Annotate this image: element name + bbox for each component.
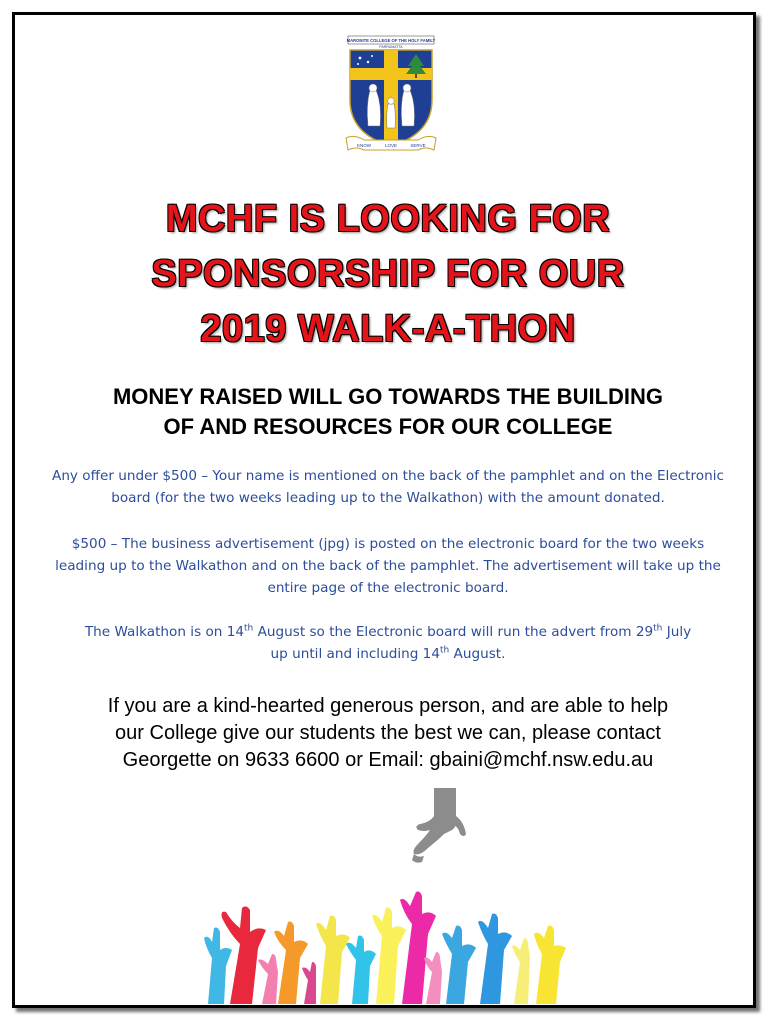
headline (0, 192, 776, 357)
paragraph-line (24, 643, 752, 665)
superscript: th (244, 623, 254, 634)
hand-yellow (316, 916, 350, 1005)
raised-hands-illustration (196, 888, 586, 1004)
paragraph-line (24, 621, 752, 643)
motto-know: KNOW (357, 143, 371, 148)
headline-line-3: 2019 WALK-A-THON (200, 308, 576, 350)
crest-subtitle: PARRAMATTA (379, 45, 403, 49)
text-run: The Walkathon is on 14 (84, 624, 245, 640)
subheading (0, 382, 776, 442)
contact-line-2: our College give our students the best we can, please contact (115, 722, 661, 744)
contact-message (0, 693, 776, 774)
text-run: August. (449, 646, 506, 662)
hand-cyan-left (204, 928, 232, 1005)
paragraph-line: board (for the two weeks leading up to the Walkathon) with the amount donated. (111, 490, 665, 506)
headline-line-2: SPONSORSHIP FOR OUR (151, 253, 625, 295)
hand-blue (478, 914, 512, 1005)
walkathon-date-paragraph (24, 621, 752, 665)
paragraph-line: Any offer under $500 – Your name is mentioned on the back of the pamphlet and on the Electronic (52, 468, 724, 484)
crest-ribbon-text: MARONITE COLLEGE OF THE HOLY FAMILY (346, 38, 436, 43)
superscript: th (653, 623, 663, 634)
contact-line-1: If you are a kind-hearted generous person, and are able to help (107, 695, 669, 717)
offer-under-500-paragraph (24, 465, 752, 509)
hand-light-yellow (512, 938, 530, 1004)
offer-500-paragraph (24, 533, 752, 599)
hand-pink-small (258, 954, 278, 1004)
subheading-line-2: OF AND RESOURCES FOR OUR COLLEGE (163, 414, 613, 439)
hand-cyan-center (346, 936, 376, 1005)
text-run: July (662, 624, 692, 640)
hand-cyan-right (442, 926, 476, 1005)
hand-yellow-right (534, 926, 566, 1005)
text-run: August so the Electronic board will run the advert from 29 (253, 624, 654, 640)
hand-magenta-small (302, 962, 316, 1004)
hand-yellow-2 (372, 908, 406, 1005)
poster-frame (12, 12, 756, 1008)
hand-orange (274, 922, 308, 1005)
subheading-line-1: MONEY RAISED WILL GO TOWARDS THE BUILDING (112, 384, 664, 409)
college-crest-logo (344, 34, 438, 158)
superscript: th (439, 645, 450, 656)
headline-line-1: MCHF IS LOOKING FOR (165, 198, 611, 240)
paragraph-line: $500 – The business advertisement (jpg) is posted on the electronic board for the two weeks (71, 536, 705, 552)
giving-hand-icon (404, 786, 474, 866)
motto-love: LOVE (384, 143, 398, 148)
paragraph-line: entire page of the electronic board. (267, 580, 509, 596)
hand-pink-center (424, 952, 442, 1004)
paragraph-line: leading up to the Walkathon and on the back of the pamphlet. The advertisement will take up the (55, 558, 721, 574)
text-run: up until and including 14 (270, 646, 440, 662)
contact-line-3: Georgette on 9633 6600 or Email: gbaini@mchf.nsw.edu.au (122, 749, 654, 771)
motto-serve: SERVE (410, 143, 426, 148)
